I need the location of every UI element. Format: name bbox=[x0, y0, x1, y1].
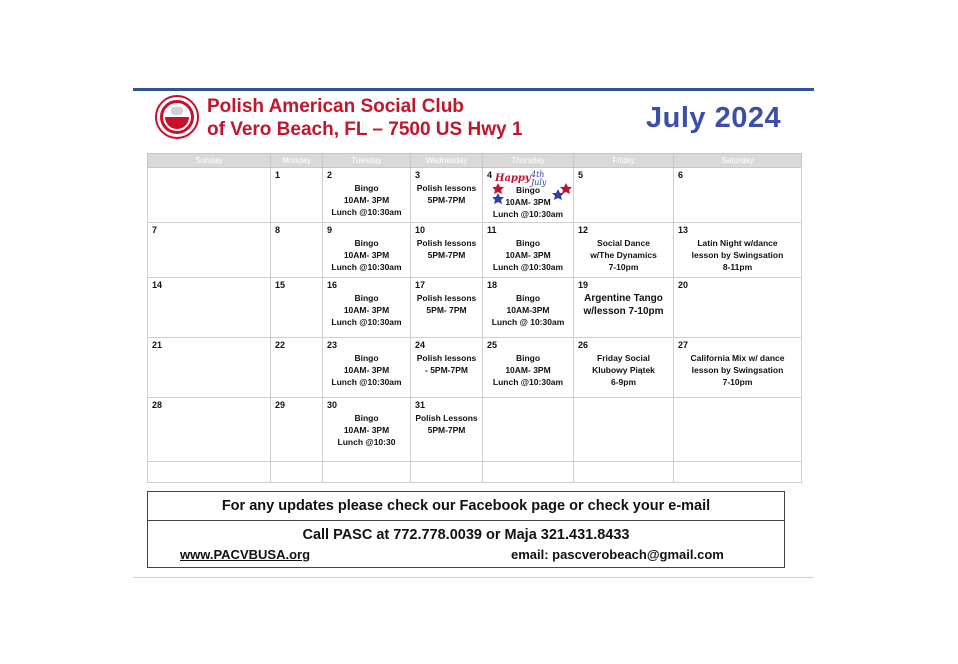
day-cell bbox=[148, 168, 271, 223]
day-number: 5 bbox=[578, 170, 584, 180]
svg-text:4th: 4th bbox=[531, 170, 545, 179]
day-number: 18 bbox=[487, 280, 498, 290]
club-logo-icon bbox=[155, 95, 199, 139]
day-number: 11 bbox=[487, 225, 497, 235]
club-title-line2: of Vero Beach, FL – 7500 US Hwy 1 bbox=[207, 119, 523, 140]
event-text: Argentine Tango w/lesson 7-10pm bbox=[583, 293, 664, 317]
day-cell bbox=[674, 168, 802, 223]
week-row bbox=[148, 462, 802, 483]
day-cell bbox=[271, 398, 323, 462]
day-cell bbox=[148, 278, 271, 338]
day-number: 12 bbox=[578, 225, 589, 235]
day-number: 27 bbox=[678, 340, 689, 350]
day-number: 15 bbox=[275, 280, 286, 290]
day-cell bbox=[271, 338, 323, 398]
weekday-wednesday: Wednesday bbox=[411, 154, 483, 168]
calendar-grid bbox=[147, 153, 802, 483]
event-text: Bingo 10AM- 3PM Lunch @10:30am bbox=[331, 353, 402, 387]
weekday-sunday: Sunday bbox=[148, 154, 271, 168]
day-number: 13 bbox=[678, 225, 689, 235]
weekday-monday: Monday bbox=[271, 154, 323, 168]
day-cell bbox=[411, 278, 483, 338]
day-cell bbox=[411, 223, 483, 278]
day-cell bbox=[148, 223, 271, 278]
day-cell bbox=[483, 223, 574, 278]
day-number: 1 bbox=[275, 170, 281, 180]
day-cell bbox=[674, 338, 802, 398]
day-number: 25 bbox=[487, 340, 498, 350]
day-cell bbox=[483, 398, 574, 462]
day-number: 24 bbox=[415, 340, 426, 350]
day-cell bbox=[574, 398, 674, 462]
week-row bbox=[148, 168, 802, 223]
event-text: Bingo 10AM- 3PM Lunch @10:30am bbox=[331, 238, 402, 272]
day-number: 17 bbox=[415, 280, 426, 290]
day-number: 9 bbox=[327, 225, 333, 235]
event-text: Bingo 10AM- 3PM Lunch @10:30am bbox=[492, 353, 564, 387]
day-cell bbox=[271, 278, 323, 338]
day-number: 7 bbox=[152, 225, 158, 235]
day-cell bbox=[411, 168, 483, 223]
day-cell bbox=[674, 462, 802, 483]
weekday-thursday: Thursday bbox=[483, 154, 574, 168]
day-cell bbox=[574, 223, 674, 278]
month-title: July 2024 bbox=[646, 102, 782, 134]
day-cell bbox=[271, 223, 323, 278]
event-text: Polish lessons 5PM-7PM bbox=[416, 183, 477, 205]
top-rule bbox=[133, 88, 814, 91]
event-text: Polish lessons 5PM-7PM bbox=[416, 238, 477, 260]
day-cell bbox=[323, 278, 411, 338]
club-title bbox=[207, 95, 522, 141]
day-number: 10 bbox=[415, 225, 426, 235]
day-number: 30 bbox=[327, 400, 338, 410]
day-cell bbox=[483, 168, 574, 223]
day-cell bbox=[271, 462, 323, 483]
day-number: 16 bbox=[327, 280, 338, 290]
info-box bbox=[147, 491, 785, 568]
event-text: California Mix w/ dance lesson by Swingsation 7-10pm bbox=[690, 353, 785, 387]
day-cell bbox=[574, 338, 674, 398]
event-text: Social Dance w/The Dynamics 7-10pm bbox=[590, 238, 657, 272]
club-title-line1: Polish American Social Club bbox=[207, 96, 464, 117]
day-cell bbox=[323, 168, 411, 223]
day-cell bbox=[574, 278, 674, 338]
day-cell bbox=[483, 278, 574, 338]
weekday-tuesday: Tuesday bbox=[323, 154, 411, 168]
event-text: Bingo 10AM- 3PM Lunch @10:30am bbox=[492, 238, 564, 272]
day-cell bbox=[323, 338, 411, 398]
day-number: 28 bbox=[152, 400, 163, 410]
weekday-saturday: Saturday bbox=[674, 154, 802, 168]
day-cell bbox=[674, 278, 802, 338]
day-cell bbox=[323, 462, 411, 483]
day-cell bbox=[323, 223, 411, 278]
day-number: 4 bbox=[487, 170, 493, 180]
updates-notice: For any updates please check our Facebook page or check your e-mail bbox=[148, 492, 784, 521]
day-cell bbox=[411, 338, 483, 398]
week-row bbox=[148, 398, 802, 462]
event-text: Bingo 10AM- 3PM Lunch @10:30am bbox=[331, 183, 402, 217]
day-number: 6 bbox=[678, 170, 684, 180]
event-text: Polish lessons 5PM- 7PM bbox=[416, 293, 477, 315]
day-number: 26 bbox=[578, 340, 589, 350]
event-text: Latin Night w/dance lesson by Swingsation 8-11pm bbox=[691, 238, 784, 272]
event-text: Polish Lessons 5PM-7PM bbox=[415, 413, 478, 435]
day-cell bbox=[574, 462, 674, 483]
svg-text:Happy: Happy bbox=[495, 173, 531, 184]
event-text: Friday Social Klubowy Piątek 6-9pm bbox=[592, 353, 655, 387]
day-cell bbox=[148, 462, 271, 483]
event-text: Bingo 10AM- 3PM Lunch @10:30am bbox=[331, 293, 402, 327]
svg-text:July: July bbox=[531, 178, 547, 187]
week-row bbox=[148, 338, 802, 398]
day-cell bbox=[674, 223, 802, 278]
day-cell bbox=[411, 462, 483, 483]
day-cell bbox=[148, 338, 271, 398]
day-number: 14 bbox=[152, 280, 163, 290]
week-row bbox=[148, 278, 802, 338]
day-number: 3 bbox=[415, 170, 421, 180]
day-number: 8 bbox=[275, 225, 281, 235]
day-cell bbox=[574, 168, 674, 223]
day-number: 21 bbox=[152, 340, 163, 350]
calendar-body bbox=[148, 168, 802, 483]
day-cell bbox=[411, 398, 483, 462]
day-number: 23 bbox=[327, 340, 338, 350]
bottom-rule bbox=[133, 577, 814, 578]
event-text: Polish lessons - 5PM-7PM bbox=[416, 353, 477, 375]
event-text: Bingo 10AM- 3PM Lunch @10:30am bbox=[492, 185, 564, 219]
day-cell bbox=[674, 398, 802, 462]
email-contact: email: pascverobeach@gmail.com bbox=[511, 547, 724, 562]
day-cell bbox=[148, 398, 271, 462]
day-cell bbox=[323, 398, 411, 462]
day-number: 29 bbox=[275, 400, 286, 410]
weekday-header-row bbox=[148, 154, 802, 168]
day-cell bbox=[483, 338, 574, 398]
call-info: Call PASC at 772.778.0039 or Maja 321.431.8433 bbox=[302, 527, 630, 543]
event-text: Bingo 10AM- 3PM Lunch @10:30 bbox=[337, 413, 396, 447]
day-number: 20 bbox=[678, 280, 689, 290]
event-text: Bingo 10AM-3PM Lunch @ 10:30am bbox=[491, 293, 565, 327]
day-number: 31 bbox=[415, 400, 426, 410]
day-number: 22 bbox=[275, 340, 286, 350]
week-row bbox=[148, 223, 802, 278]
day-cell bbox=[271, 168, 323, 223]
website-link[interactable]: www.PACVBUSA.org bbox=[180, 547, 311, 562]
day-cell bbox=[483, 462, 574, 483]
day-number: 2 bbox=[327, 170, 333, 180]
day-number: 19 bbox=[578, 280, 589, 290]
weekday-friday: Friday bbox=[574, 154, 674, 168]
